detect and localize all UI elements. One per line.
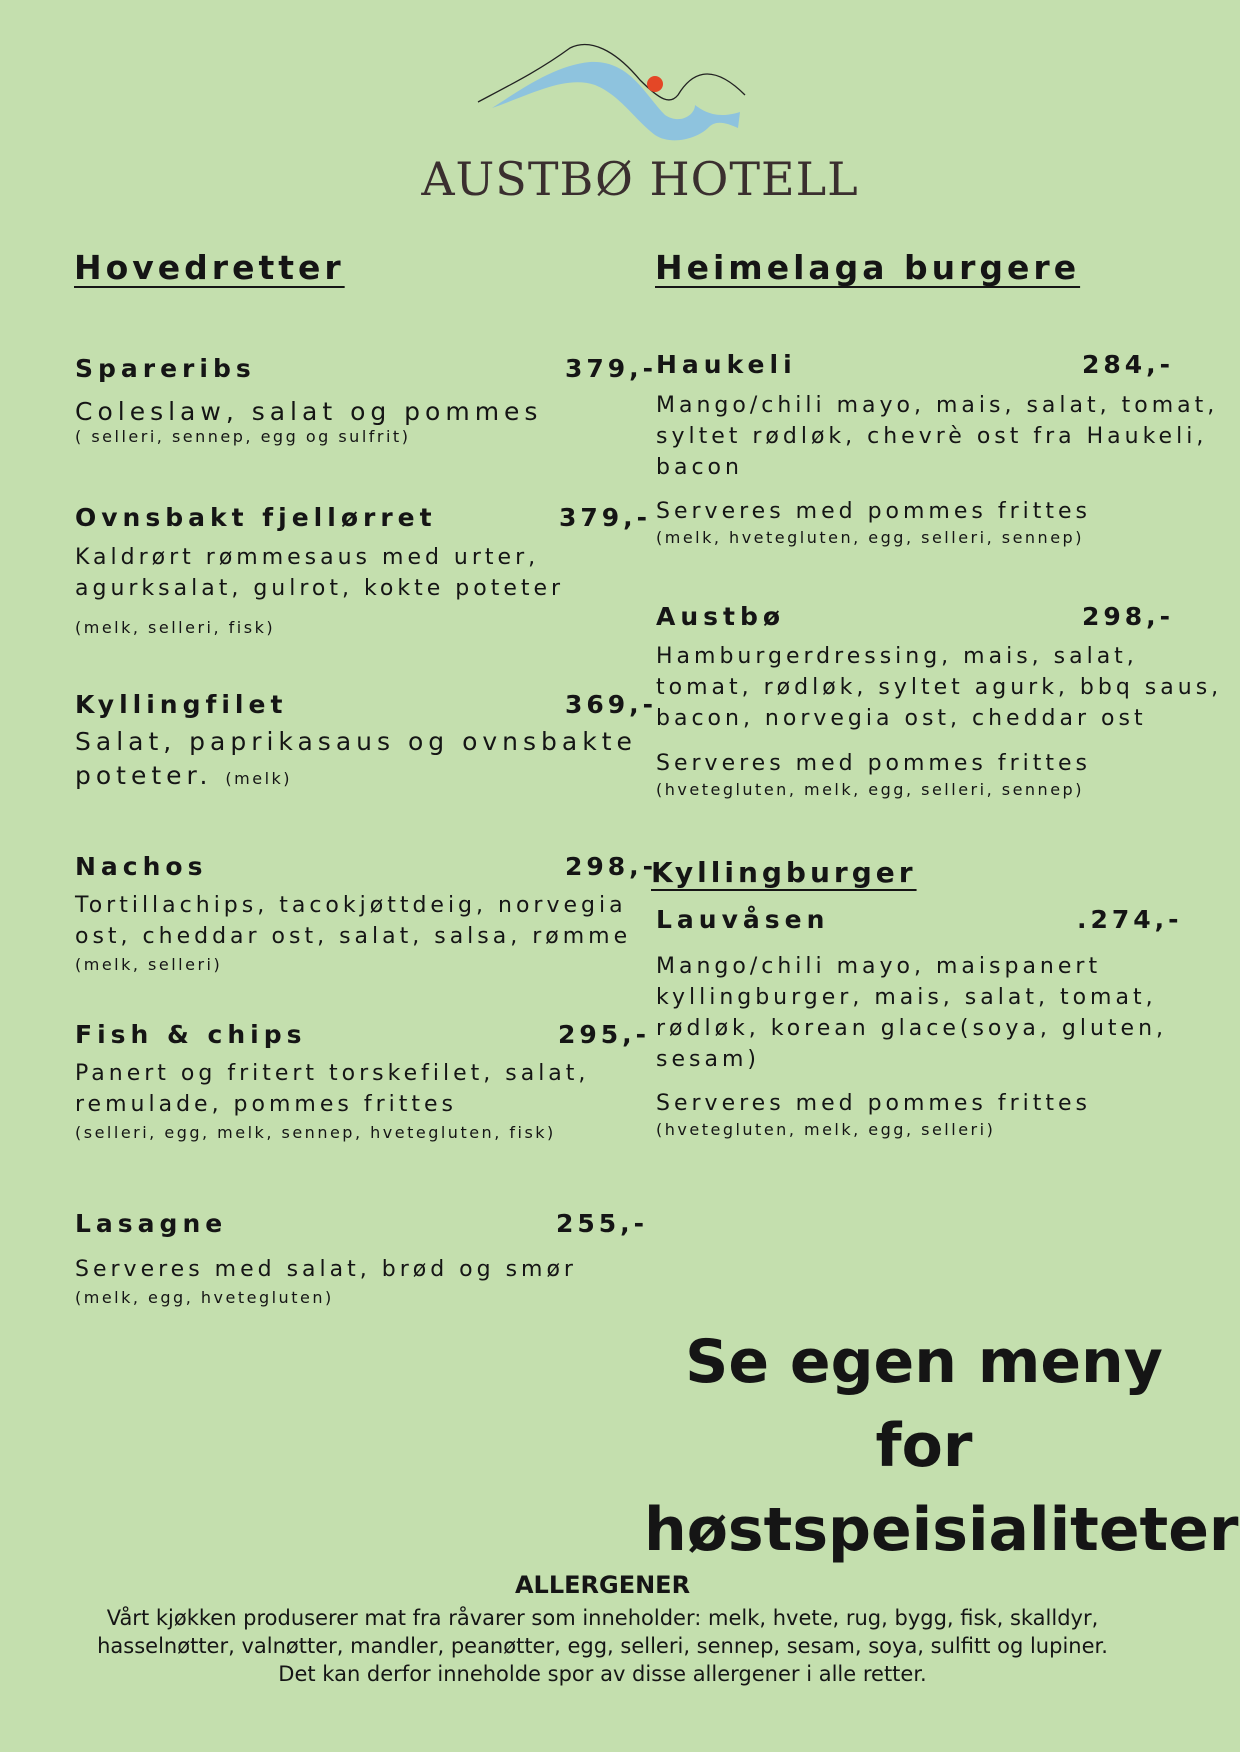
item-price-fjellorret: 379,- [559, 503, 652, 532]
allergen-info-line1: Vårt kjøkken produserer mat fra råvarer som inneholder: melk, hvete, rug, bygg, fisk, skalldyr, [106, 1606, 1099, 1630]
item-desc-fish-chips-line2: remulade, pommes frittes [75, 1092, 457, 1117]
item-allergens-lauvasen: (hvetegluten, melk, egg, selleri) [656, 1120, 996, 1139]
brand-name: AUSTBØ HOTELL [421, 152, 859, 206]
item-allergens-lasagne: (melk, egg, hvetegluten) [75, 1288, 334, 1307]
logo-sun [647, 76, 663, 92]
item-desc-lauvasen-line1: Mango/chili mayo, maispanert [656, 954, 1102, 979]
item-desc-lasagne: Serveres med salat, brød og smør [75, 1257, 577, 1282]
item-allergens-haukeli: (melk, hvetegluten, egg, selleri, sennep) [656, 528, 1084, 547]
item-desc-kyllingfilet-line1: Salat, paprikasaus og ovnsbakte [75, 727, 637, 756]
section-title-chicken-burger: Kyllingburger [651, 856, 917, 889]
item-desc-spareribs: Coleslaw, salat og pommes [75, 397, 543, 426]
item-allergens-spareribs: ( selleri, sennep, egg og sulfrit) [75, 427, 411, 446]
hotel-logo [470, 40, 760, 150]
seasonal-menu-notice-line1: Se egen meny for [685, 1327, 1163, 1481]
item-desc-kyllingfilet-line2 [75, 760, 292, 795]
allergen-info [60, 1568, 1145, 1688]
item-price-kyllingfilet: 369,- [565, 690, 658, 719]
section-title-burgers: Heimelaga burgere [655, 248, 1081, 287]
item-desc-lauvasen-line2: kyllingburger, mais, salat, tomat, [656, 985, 1157, 1010]
item-price-austbo: 298,- [1082, 602, 1175, 631]
item-desc-fjellorret-line1: Kaldrørt rømmesaus med urter, [75, 545, 540, 570]
item-price-lauvasen: .274,- [1077, 905, 1183, 934]
item-name-kyllingfilet: Kyllingfilet [75, 690, 288, 719]
item-price-haukeli: 284,- [1082, 350, 1175, 379]
item-name-austbo: Austbø [656, 602, 786, 631]
item-desc-austbo-line3: bacon, norvegia ost, cheddar ost [656, 706, 1147, 731]
item-desc-nachos-line2: ost, cheddar ost, salat, salsa, rømme [75, 924, 632, 949]
item-allergens-fish-chips: (selleri, egg, melk, sennep, hvetegluten, fisk) [75, 1123, 556, 1142]
allergen-info-line2: hasselnøtter, valnøtter, mandler, peanøtter, egg, selleri, sennep, sesam, soya, sulfitt og lupiner. [97, 1634, 1108, 1658]
item-price-fish-chips: 295,- [558, 1020, 651, 1049]
seasonal-menu-notice [644, 1320, 1239, 1572]
section-title-main-courses: Hovedretter [74, 248, 345, 287]
item-desc-haukeli-line2: syltet rødløk, chevrè ost fra Haukeli, [656, 424, 1208, 449]
item-name-lauvasen: Lauvåsen [656, 905, 830, 934]
item-allergens-kyllingfilet: (melk) [225, 769, 293, 788]
item-desc-lauvasen-line4: sesam) [656, 1047, 760, 1072]
item-serve-haukeli: Serveres med pommes frittes [656, 499, 1092, 524]
item-name-spareribs: Spareribs [75, 354, 256, 383]
item-price-nachos: 298,- [565, 852, 658, 881]
item-desc-nachos-line1: Tortillachips, tacokjøttdeig, norvegia [75, 893, 627, 918]
item-desc-haukeli-line1: Mango/chili mayo, mais, salat, tomat, [656, 393, 1219, 418]
item-price-lasagne: 255,- [556, 1209, 649, 1238]
item-desc-lauvasen-line3: rødløk, korean glace(soya, gluten, [656, 1016, 1167, 1041]
item-name-fish-chips: Fish & chips [75, 1020, 307, 1049]
item-allergens-austbo: (hvetegluten, melk, egg, selleri, sennep) [656, 780, 1084, 799]
item-name-haukeli: Haukeli [656, 350, 797, 379]
item-price-spareribs: 379,- [565, 354, 658, 383]
item-name-fjellorret: Ovnsbakt fjellørret [75, 503, 437, 532]
item-serve-austbo: Serveres med pommes frittes [656, 751, 1092, 776]
item-desc-austbo-line2: tomat, rødløk, syltet agurk, bbq saus, [656, 675, 1223, 700]
seasonal-menu-notice-line2: høstspeisialiteter [644, 1495, 1239, 1565]
item-serve-lauvasen: Serveres med pommes frittes [656, 1091, 1092, 1116]
item-name-nachos: Nachos [75, 852, 208, 881]
item-allergens-nachos: (melk, selleri) [75, 955, 223, 974]
item-name-lasagne: Lasagne [75, 1209, 228, 1238]
item-desc-kyllingfilet-line2-text: poteter. [75, 761, 213, 790]
item-desc-fjellorret-line2: agurksalat, gulrot, kokte poteter [75, 576, 565, 601]
item-desc-haukeli-line3: bacon [656, 455, 743, 480]
allergen-info-line3: Det kan derfor inneholde spor av disse allergener i alle retter. [278, 1662, 927, 1686]
item-desc-austbo-line1: Hamburgerdressing, mais, salat, [656, 644, 1138, 669]
allergen-info-title: ALLERGENER [514, 1571, 691, 1599]
item-desc-fish-chips-line1: Panert og fritert torskefilet, salat, [75, 1061, 590, 1086]
item-allergens-fjellorret: (melk, selleri, fisk) [75, 618, 276, 637]
